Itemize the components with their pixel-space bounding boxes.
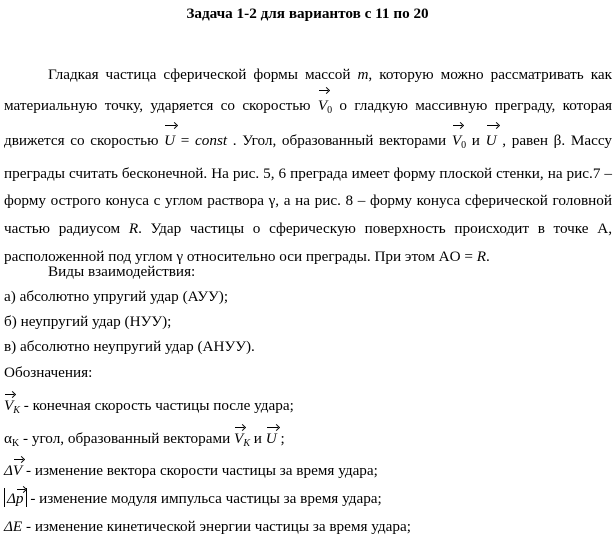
delta-symbol: Δ xyxy=(7,490,16,507)
barrier-velocity-vector xyxy=(164,124,175,155)
absolute-value-bars xyxy=(4,488,27,507)
vector-letter: U xyxy=(485,132,497,150)
notation-description: - изменение вектора скорости частицы за время удара; xyxy=(22,462,378,479)
vector-letter: V xyxy=(4,397,14,414)
problem-paragraph xyxy=(4,61,612,270)
interaction-type-elastic: а) абсолютно упругий удар (АУУ); xyxy=(4,288,229,305)
vector-letter: V xyxy=(12,462,23,479)
interaction-types-heading: Виды взаимодействия: xyxy=(48,263,196,280)
text-segment: и xyxy=(466,132,486,150)
notation-momentum-change xyxy=(4,488,382,509)
text-segment: , которую можно рассматривать как материальную точку, ударяется со скоростью xyxy=(4,66,612,114)
subscript: K xyxy=(243,438,250,449)
interaction-type-inelastic: б) неупругий удар (НУУ); xyxy=(4,313,172,330)
notation-velocity-change xyxy=(4,458,378,481)
vector-letter: V xyxy=(234,430,244,447)
equals-sign: = xyxy=(175,132,196,150)
text-segment: . Удар частицы о сферическую поверхность происходит в точке A, расположенной под углом γ относительно оси преграды. При этом AO = xyxy=(4,219,612,265)
final-velocity-vector xyxy=(4,393,13,416)
notation-description: - угол, образованный векторами xyxy=(19,430,235,447)
text-segment: о гладкую массивную преграду, которая движется со скоростью xyxy=(4,96,612,150)
alpha-symbol: α xyxy=(4,430,12,447)
vector-letter: U xyxy=(164,132,176,150)
delta-symbol: Δ xyxy=(4,518,13,535)
initial-velocity-vector xyxy=(452,124,461,155)
notation-description: - конечная скорость частицы после удара; xyxy=(19,397,294,414)
text-segment: . Угол, образованный векторами xyxy=(227,132,452,150)
notation-heading: Обозначения: xyxy=(4,364,93,381)
text-segment: ; xyxy=(276,430,285,447)
task-title: Задача 1-2 для вариантов с 11 по 20 xyxy=(186,5,429,22)
velocity-vector xyxy=(13,458,22,481)
barrier-velocity-vector xyxy=(486,124,497,155)
delta-symbol: Δ xyxy=(4,462,13,479)
subscript: K xyxy=(13,405,20,416)
final-velocity-vector xyxy=(234,426,243,449)
notation-final-velocity xyxy=(4,393,294,421)
vector-letter: p xyxy=(15,490,24,507)
subscript: K xyxy=(11,438,20,449)
initial-velocity-vector xyxy=(318,89,327,120)
notation-description: - изменение кинетической энергии частицы за время удара; xyxy=(22,518,411,535)
text-segment: . xyxy=(485,247,490,265)
notation-angle xyxy=(4,426,285,454)
const-word: const xyxy=(195,132,228,150)
subscript: 0 xyxy=(327,104,333,116)
text-segment: , равен β. Массу преграды считать бесконечной. На рис. 5, 6 преграда имеет форму плоской стенки, на рис.7 – форму острого конуса с углом раствора γ, а на рис. 8 – форму конуса сферической головной частью радиусом xyxy=(4,132,612,237)
mass-symbol: m xyxy=(357,66,369,83)
momentum-vector xyxy=(16,488,24,507)
notation-description: - изменение модуля импульса частицы за время удара; xyxy=(26,490,382,507)
interaction-type-perfectly-inelastic: в) абсолютно неупругий удар (АНУУ). xyxy=(4,338,255,355)
subscript: 0 xyxy=(461,140,467,152)
energy-symbol: E xyxy=(12,518,23,535)
radius-symbol: R xyxy=(128,219,139,237)
barrier-velocity-vector xyxy=(266,426,277,449)
vector-letter: V xyxy=(451,132,462,150)
notation-energy-change xyxy=(4,517,411,537)
text-segment: и xyxy=(249,430,266,447)
vector-letter: V xyxy=(317,96,328,114)
vector-letter: U xyxy=(265,430,277,447)
radius-symbol: R xyxy=(476,247,486,265)
text-segment: Гладкая частица сферической формы массой xyxy=(48,66,358,83)
